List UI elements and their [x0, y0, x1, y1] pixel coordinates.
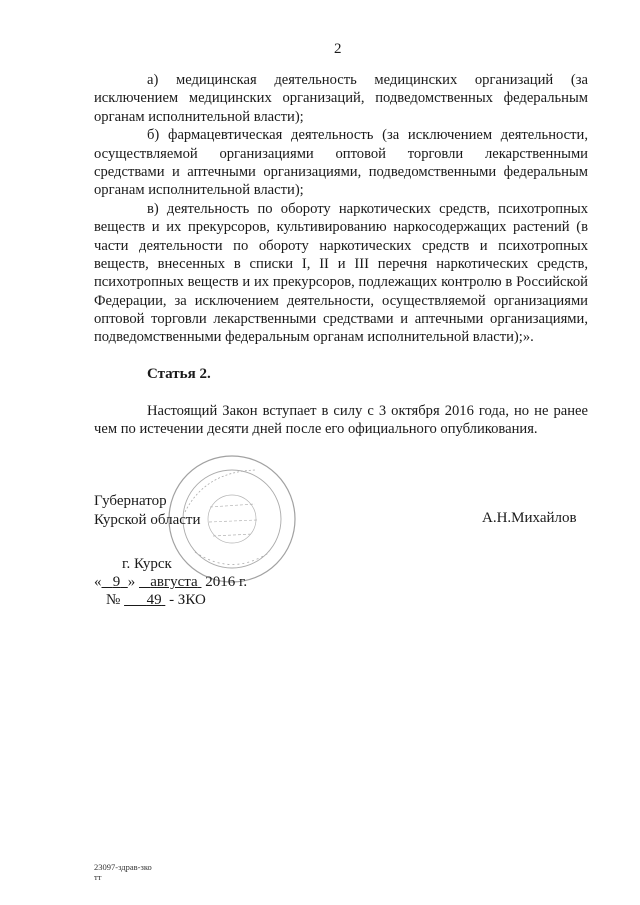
article-text: Настоящий Закон вступает в силу с 3 октября 2016 года, но не ранее чем по истечении десяти дней после его официального опубликования. [94, 403, 588, 438]
date-month: августа [150, 574, 198, 590]
governor-title-line2: Курской области [94, 512, 201, 528]
footer-line2: тт [94, 872, 102, 882]
law-number-line [106, 592, 206, 609]
number-prefix: № [106, 592, 121, 608]
number-suffix: - ЗКО [169, 592, 206, 608]
paragraph-a: а) медицинская деятельность медицинских организаций (за исключением медицинских организаций, подведомственных федеральным органам исполнительной власти); [94, 72, 588, 125]
date-close-quote: » [127, 574, 136, 590]
city: г. Курск [122, 556, 172, 572]
date-year: 2016 г. [205, 574, 248, 590]
date-line [94, 574, 247, 591]
footer-code [94, 862, 152, 882]
date-day: 9 [112, 574, 121, 590]
page-number: 2 [334, 41, 342, 57]
article-title: Статья 2. [147, 366, 211, 382]
law-number: 49 [146, 592, 162, 608]
signatory-name: А.Н.Михайлов [482, 510, 577, 526]
law-text [94, 71, 588, 347]
governor-title-line1: Губернатор [94, 493, 167, 509]
date-open-quote: « [94, 574, 102, 590]
footer-line1: 23097-здрав-зко [94, 862, 152, 872]
paragraph-b: б) фармацевтическая деятельность (за исключением деятельности, осуществляемой организациями оптовой торговли лекарственными средствами и аптечными организациями, подведомственными федеральным органам исполнительной власти); [94, 127, 588, 199]
governor-title [94, 492, 200, 530]
article-text-block [94, 402, 588, 439]
paragraph-c: в) деятельность по обороту наркотических средств, психотропных веществ и их прекурсоров, культивированию наркосодержащих растений (в части деятельности по обороту наркотических средств и психотропных веществ, внесенных в списки I, II и III перечня наркотических средств, психотропных веществ и их прекурсоров, подлежащих контролю в Российской Федерации, за исключением деятельности, осуществляемой организациями оптовой торговли лекарственными средствами и аптечными организациями, подведомственными федеральным органам исполнительной власти);». [94, 201, 588, 346]
